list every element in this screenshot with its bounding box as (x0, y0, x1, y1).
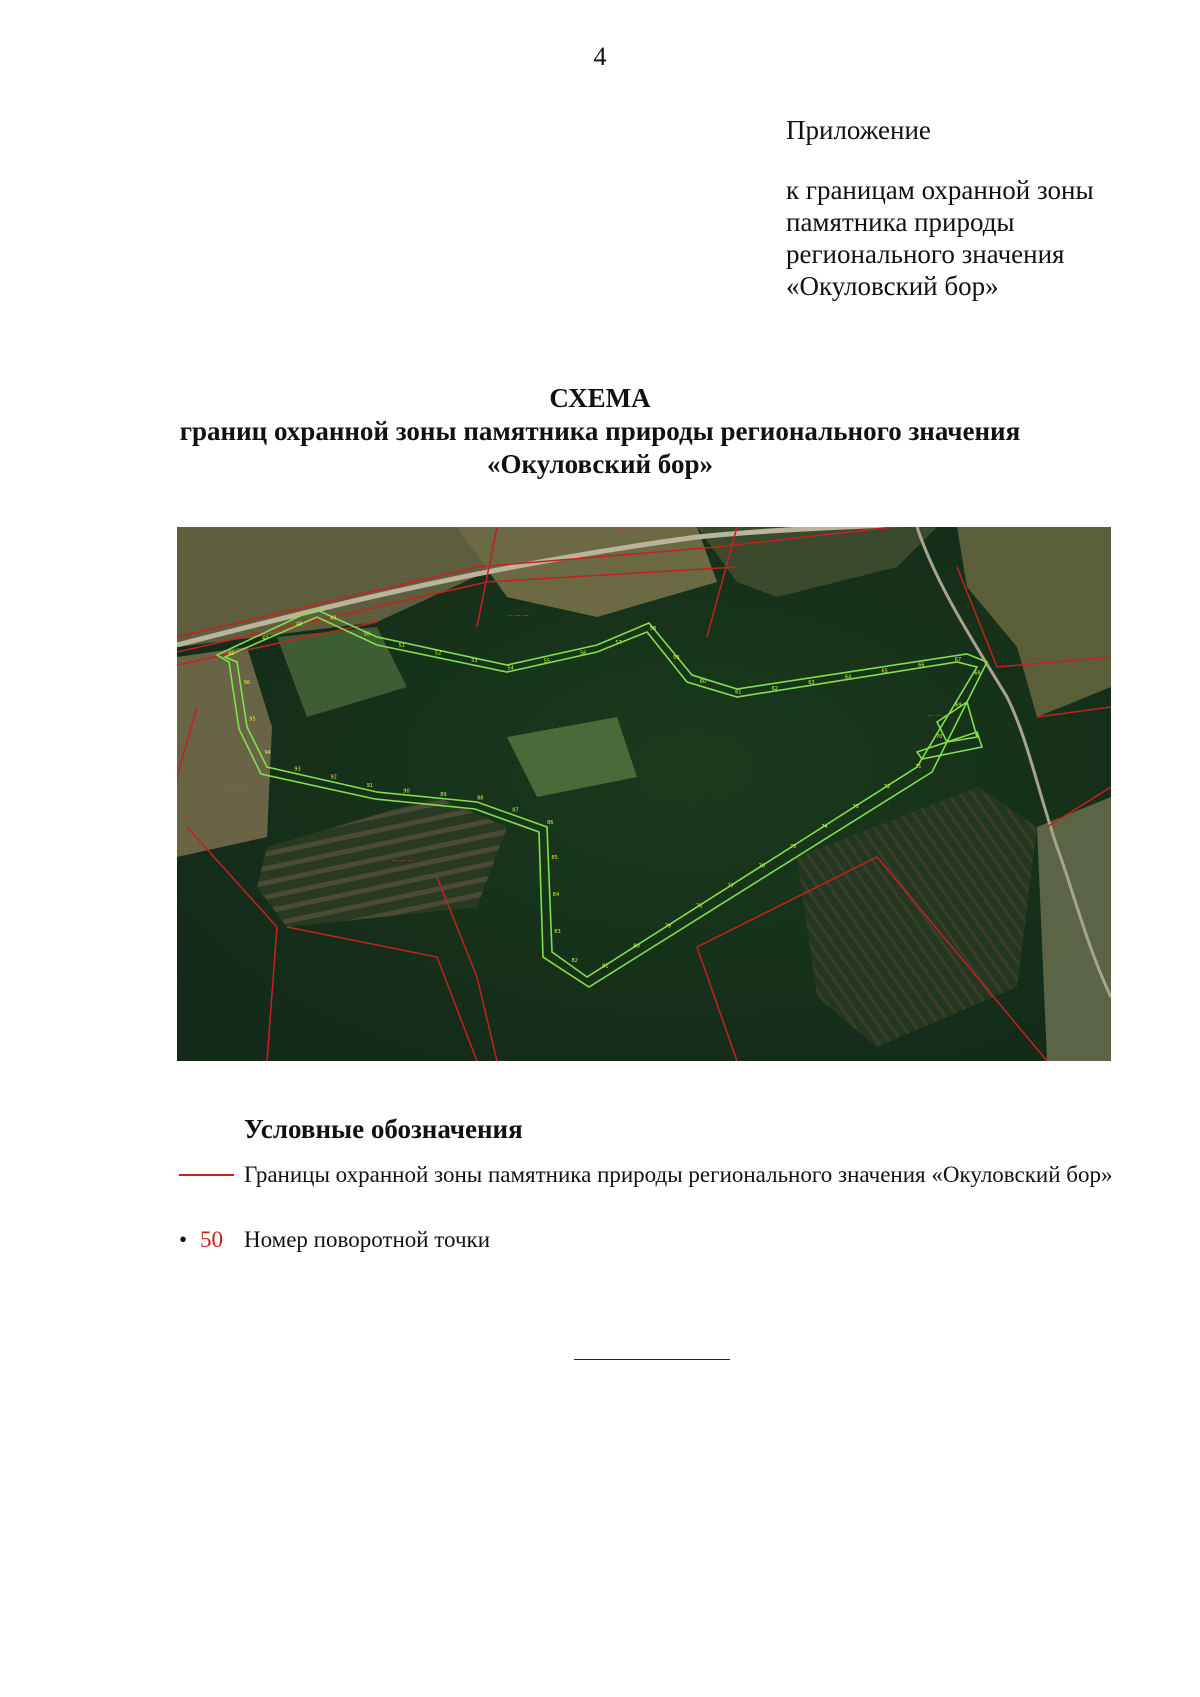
map-point-label: 82 (571, 957, 578, 964)
map-point-label: 73 (852, 804, 859, 810)
map-point-label: 71 (915, 764, 922, 771)
map-point-label: 50 (363, 631, 370, 638)
map-point-label: 56 (580, 650, 587, 657)
map-point-label: 77 (727, 883, 734, 890)
schema-title-line: границ охранной зоны памятника природы регионального значения (179, 416, 1021, 446)
map-point-label: 89 (440, 792, 447, 798)
annex-block (786, 114, 1094, 302)
svg-text:— — —: — — — (392, 857, 414, 864)
annex-title: Приложение (786, 115, 931, 145)
map-point-label: 93 (294, 766, 301, 773)
map-point-label: 48 (296, 621, 303, 628)
map-point-label: 72 (883, 784, 891, 791)
map-point-label: 81 (602, 963, 609, 970)
map-point-label: 59 (673, 654, 680, 661)
map-point-label: 55 (543, 658, 551, 665)
svg-text:— — —: — — — (927, 712, 949, 719)
map-point-label: 51 (398, 642, 405, 649)
boundary-line-sample (179, 1174, 234, 1176)
legend-label: Номер поворотной точки (244, 1227, 491, 1252)
schema-title-line: «Окуловский бор» (487, 449, 713, 479)
map-point-label: 94 (264, 750, 271, 757)
map-point-label: 96 (243, 679, 251, 686)
map-point-label: 46 (228, 651, 235, 657)
map-point-label: 47 (262, 636, 269, 643)
map-point-label: 52 (434, 650, 442, 657)
svg-text:— — —: — — — (227, 782, 249, 789)
annex-line: регионального значения (786, 239, 1065, 269)
map-drawing (177, 527, 1111, 1061)
map-point-label: 62 (771, 686, 778, 692)
page-number: 4 (593, 42, 607, 71)
svg-text:— —: — — (617, 527, 631, 534)
map-point-label: 87 (512, 807, 519, 814)
svg-text:— — —: — — — (507, 612, 529, 619)
map-point-label: 54 (507, 665, 514, 672)
map-point-label: 76 (758, 863, 765, 870)
map-point-label: 57 (615, 639, 622, 646)
map-point-label: 58 (649, 626, 657, 633)
map-point-label: 88 (477, 795, 484, 802)
map-point-label: 75 (789, 843, 797, 850)
map-point-label: 91 (366, 783, 373, 789)
map-point-label: 63 (808, 680, 815, 687)
legend-label: Границы охранной зоны памятника природы регионального значения «Окуловский бор» (244, 1162, 1113, 1187)
map-point-label: 61 (735, 689, 742, 696)
map-point-label: 79 (664, 923, 672, 930)
map-point-label: 86 (547, 820, 554, 826)
annex-line: «Окуловский бор» (786, 271, 999, 301)
map-point-label: 64 (844, 674, 852, 681)
satellite-map (177, 527, 1111, 1061)
map-point-label: 95 (249, 716, 256, 723)
map-point-label: 66 (918, 662, 925, 669)
point-number-sample: 50 (200, 1227, 223, 1252)
map-point-label: 65 (881, 668, 888, 675)
map-point-label: 92 (330, 774, 337, 781)
map-point-label: 68 (974, 670, 981, 677)
map-point-label: 90 (403, 788, 410, 795)
map-point-label: 53 (471, 657, 478, 664)
end-rule (574, 1359, 730, 1360)
schema-title-line: СХЕМА (549, 383, 651, 413)
map-point-label: 49 (329, 615, 337, 622)
map-point-label: 70 (936, 734, 943, 741)
legend-heading: Условные обозначения (244, 1114, 523, 1144)
annex-line: памятника природы (786, 207, 1015, 237)
map-point-label: 60 (699, 678, 706, 685)
map-point-label: 80 (633, 943, 640, 950)
field-area (1037, 797, 1111, 1061)
map-point-label: 84 (552, 892, 560, 899)
schema-title (0, 382, 1200, 481)
map-point-label: 78 (696, 903, 703, 910)
map-point-label: 83 (554, 929, 561, 936)
bullet-icon: • (179, 1227, 188, 1252)
map-point-label: 69 (955, 702, 962, 709)
map-point-label: 67 (954, 656, 962, 663)
annex-line: к границам охранной зоны (786, 175, 1094, 205)
map-point-label: 74 (821, 823, 828, 830)
map-point-label: 85 (551, 855, 558, 861)
